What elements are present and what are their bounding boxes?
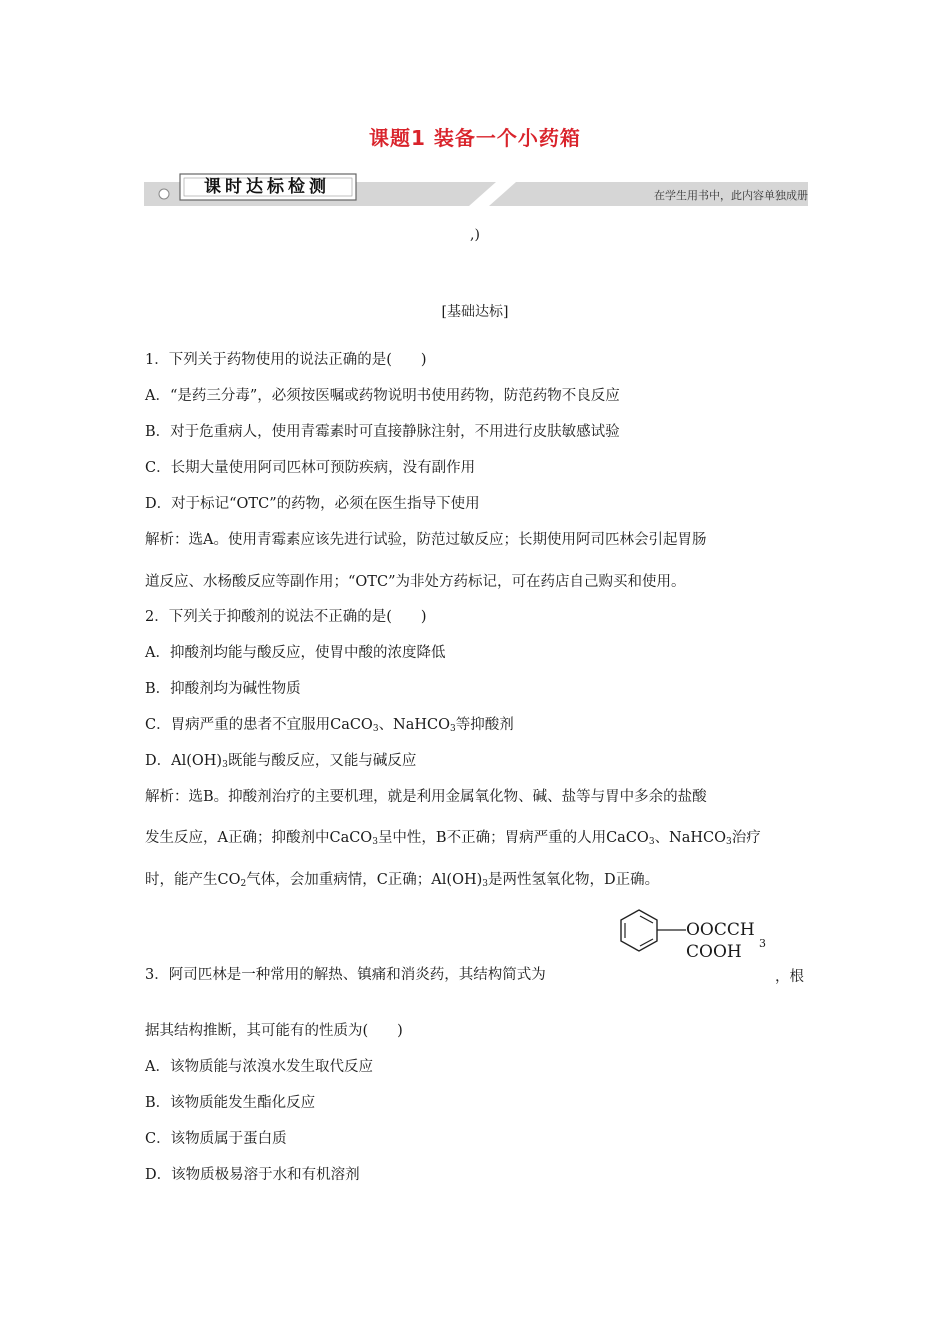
- q3-option-d: D．该物质极易溶于水和有机溶剂: [145, 1167, 360, 1183]
- q3-option-c: C．该物质属于蛋白质: [145, 1131, 287, 1147]
- q3-option-b: B．该物质能发生酯化反应: [145, 1095, 316, 1111]
- q1-option-a: A．“是药三分毒”，必须按医嘱或药物说明书使用药物，防范药物不良反应: [145, 388, 620, 404]
- q3-stem-line1: 3．阿司匹林是一种常用的解热、镇痛和消炎药，其结构简式为: [145, 967, 546, 983]
- q3-stem-tail: ，根: [775, 969, 804, 985]
- svg-text:COOH: COOH: [686, 942, 742, 962]
- banner-label: 课时达标检测: [204, 177, 330, 197]
- q3-option-a: A．该物质能与浓溴水发生取代反应: [145, 1059, 373, 1075]
- q2-option-d: D．$Al(OH)_3$既能与酸反应，又能与碱反应: [145, 753, 417, 770]
- stray-mark: ,): [470, 227, 480, 243]
- svg-text:OOCCH: OOCCH: [686, 920, 755, 940]
- q1-option-d: D．对于标记“OTC”的药物，必须在医生指导下使用: [145, 496, 480, 512]
- page-title: 课题1 装备一个小药箱: [369, 126, 581, 150]
- q2-analysis-line2: 发生反应，A正确；抑酸剂中CaCO$_3$呈中性，B不正确；胃病严重的人用CaCO$_3$、NaHCO$_3$治疗: [145, 830, 761, 847]
- q2-option-a: A．抑酸剂均能与酸反应，使胃中酸的浓度降低: [145, 645, 446, 661]
- q2-analysis-line1: 解析：选B。抑酸剂治疗的主要机理，就是利用金属氧化物、碱、盐等与胃中多余的盐酸: [145, 789, 707, 805]
- section-title: [基础达标]: [441, 304, 509, 320]
- q1-option-b: B．对于危重病人，使用青霉素时可直接静脉注射，不用进行皮肤敏感试验: [145, 424, 620, 440]
- q1-stem: 1．下列关于药物使用的说法正确的是( ): [145, 352, 427, 368]
- q2-option-b: B．抑酸剂均为碱性物质: [145, 681, 301, 697]
- q1-option-c: C．长期大量使用阿司匹林可预防疾病，没有副作用: [145, 460, 476, 476]
- q2-analysis-line3: 时，能产生$CO_2$气体，会加重病情，C正确；$Al(OH)_3$是两性氢氧化物，D正确。: [145, 872, 660, 889]
- svg-text:3: 3: [759, 937, 766, 950]
- aspirin-structure-formula: [612, 904, 772, 968]
- q3-stem-line2: 据其结构推断，其可能有的性质为( ): [145, 1023, 403, 1039]
- q2-stem: 2．下列关于抑酸剂的说法不正确的是( ): [145, 609, 427, 625]
- q1-analysis-line1: 解析：选A。使用青霉素应该先进行试验，防范过敏反应；长期使用阿司匹林会引起胃肠: [145, 532, 707, 548]
- q2-option-c: C．胃病严重的患者不宜服用CaCO$_3$、NaHCO$_3$等抑酸剂: [145, 717, 514, 734]
- q1-analysis-line2: 道反应、水杨酸反应等副作用；“OTC”为非处方药标记，可在药店自己购买和使用。: [145, 574, 686, 590]
- banner-note: 在学生用书中，此内容单独成册: [654, 189, 808, 202]
